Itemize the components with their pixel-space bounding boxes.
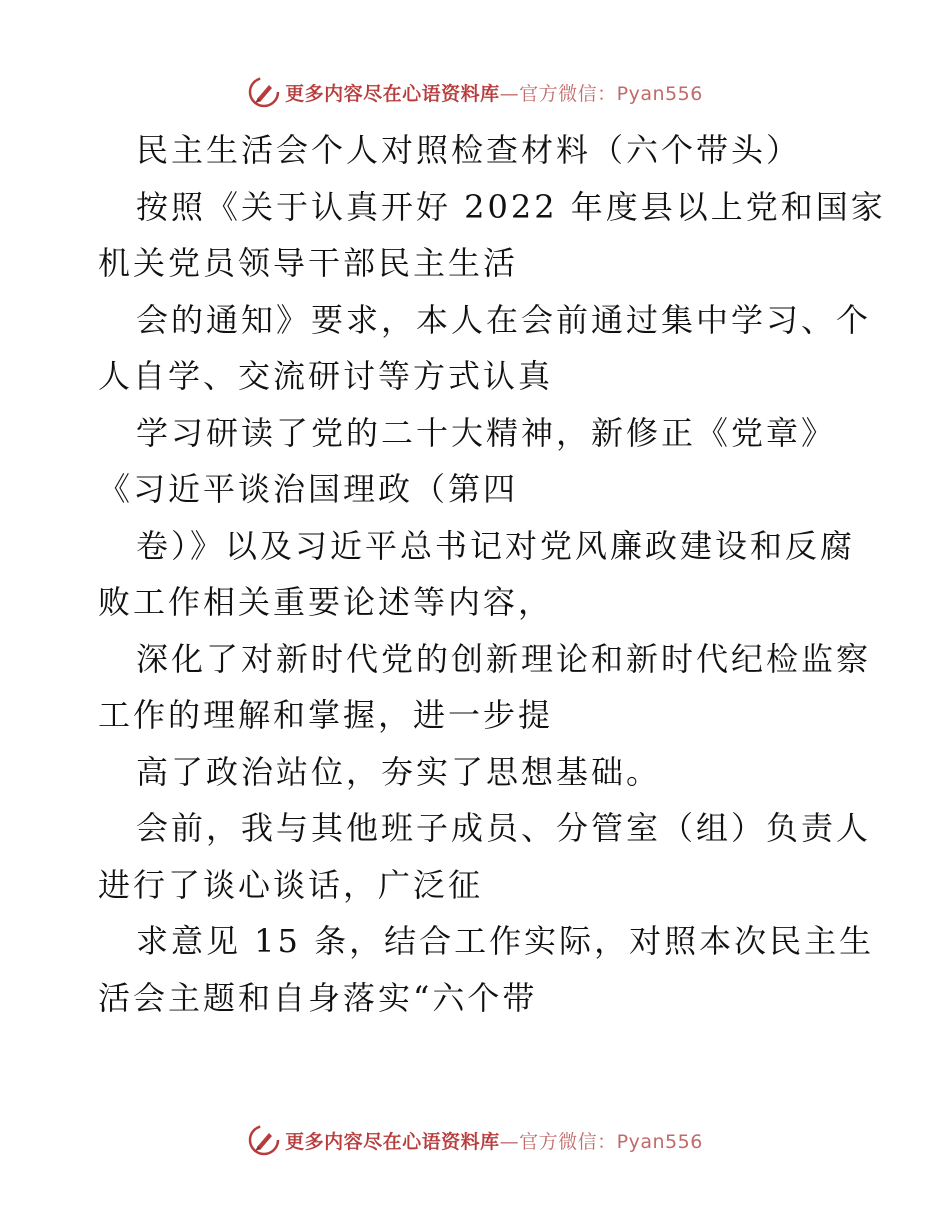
text-line: 人自学、交流研讨等方式认真 bbox=[98, 357, 554, 395]
text-line: 学习研读了党的二十大精神，新修正《党章》 bbox=[136, 413, 837, 452]
text-line: 活会主题和自身落实“六个带 bbox=[98, 978, 538, 1017]
pen-nib-swirl-logo-icon bbox=[247, 75, 281, 109]
text-line: 工作的理解和掌握，进一步提 bbox=[98, 696, 554, 734]
text-line: 卷）》以及习近平总书记对党风廉政建设和反腐 bbox=[136, 526, 856, 565]
text-line: 求意见 15 条，结合工作实际，对照本次民主生 bbox=[136, 922, 875, 960]
watermark-dash: — bbox=[499, 82, 520, 105]
text-line: 深化了对新时代党的创新理论和新时代纪检监察 bbox=[136, 639, 872, 678]
watermark-site-name: 更多内容尽在心语资料库 bbox=[285, 1130, 500, 1153]
watermark-site-name: 更多内容尽在心语资料库 bbox=[285, 82, 500, 105]
footer-watermark bbox=[0, 1120, 950, 1160]
watermark-text bbox=[285, 79, 703, 106]
text-line: 进行了谈心谈话，广泛征 bbox=[98, 865, 484, 904]
text-line: 会前，我与其他班子成员、分管室（组）负责人 bbox=[136, 809, 872, 847]
text-line: 按照《关于认真开好 2022 年度县以上党和国家 bbox=[136, 187, 886, 226]
text-line: 机关党员领导干部民主生活 bbox=[98, 244, 519, 282]
pen-nib-swirl-logo-icon bbox=[247, 1123, 281, 1157]
document-body bbox=[98, 122, 886, 1026]
watermark-text bbox=[285, 1127, 703, 1154]
watermark-contact: 官方微信：Pyan556 bbox=[519, 1130, 703, 1153]
text-line: 高了政治站位，夯实了思想基础。 bbox=[136, 752, 662, 791]
text-line: 败工作相关重要论述等内容， bbox=[98, 583, 554, 621]
text-line: 民主生活会个人对照检查材料（六个带头） bbox=[136, 131, 802, 169]
watermark-dash: — bbox=[499, 1130, 520, 1153]
text-line: 会的通知》要求，本人在会前通过集中学习、个 bbox=[136, 300, 872, 339]
watermark-contact: 官方微信：Pyan556 bbox=[519, 82, 703, 105]
header-watermark bbox=[0, 72, 950, 112]
text-line: 《习近平谈治国理政（第四 bbox=[98, 470, 519, 508]
